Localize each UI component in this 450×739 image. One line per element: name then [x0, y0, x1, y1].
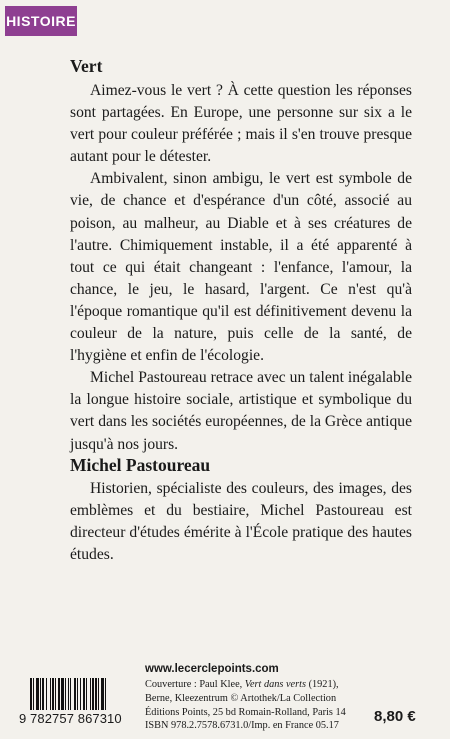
author-name: Michel Pastoureau [70, 455, 211, 475]
book-description [70, 80, 412, 456]
barcode-bar [98, 678, 99, 710]
barcode [30, 678, 134, 738]
barcode-bar [36, 678, 39, 710]
barcode-bar [65, 678, 66, 710]
barcode-bar [83, 678, 85, 710]
author-bio [70, 478, 412, 566]
publisher-website: www.lecerclepoints.com [145, 663, 279, 675]
barcode-bar [92, 678, 94, 710]
barcode-bar [90, 678, 91, 710]
credits-line: Éditions Points, 25 bd Romain-Rolland, Paris 14 [145, 706, 346, 718]
barcode-bar [77, 678, 78, 710]
barcode-bar [50, 678, 51, 710]
barcode-bar [61, 678, 64, 710]
barcode-bar [40, 678, 41, 710]
credits-line: Berne, Kleezentrum © Artothek/La Collection [145, 692, 337, 704]
barcode-bar [42, 678, 44, 710]
barcode-bar [101, 678, 104, 710]
barcode-digits: 9 782757 867310 [19, 711, 122, 726]
book-title: Vert [70, 56, 103, 76]
barcode-bar [52, 678, 54, 710]
description-paragraph: Ambivalent, sinon ambigu, le vert est symbole de vie, de chance et d'espérance d'un côté, associé au poison, au malheur, au Diable et à ses créatures de l'autre. Chimiquement instable, il a été apparenté à tout ce qui était changeant : l'enfance, l'amour, la chance, le jeu, le hasard, l'argent. Ce n'est qu'à l'époque romantique qu'il est définitivement devenu la couleur de la nature, puis celle de la santé, de l'hygiène et enfin de l'écologie. [70, 170, 412, 365]
barcode-bar [58, 678, 60, 710]
barcode-bar [33, 678, 34, 710]
description-paragraph: Aimez-vous le vert ? À cette question les réponses sont partagées. En Europe, une personne sur six a le vert pour couleur préférée ; mais il s'en trouve presque autant pour le détester. [70, 82, 412, 166]
category-tab [5, 6, 77, 36]
credits-line: ISBN 978.2.7578.6731.0/Imp. en France 05.17 [145, 720, 339, 732]
credits-block [145, 678, 360, 733]
description-paragraph: Michel Pastoureau retrace avec un talent inégalable la longue histoire sociale, artistique et symbolique du vert dans les sociétés européennes, de la Grèce antique jusqu'à nos jours. [70, 369, 412, 453]
barcode-bar [105, 678, 106, 710]
barcode-bar [95, 678, 97, 710]
category-label: HISTOIRE [6, 13, 76, 29]
barcode-bar [30, 678, 32, 710]
author-bio-paragraph: Historien, spécialiste des couleurs, des images, des emblèmes et du bestiaire, Michel Pastoureau est directeur d'études émérite à l'École pratique des hautes études. [70, 480, 412, 564]
barcode-bar [46, 678, 47, 710]
price: 8,80 € [374, 708, 416, 725]
barcode-bar [70, 678, 71, 710]
barcode-bar [86, 678, 87, 710]
barcode-bar [74, 678, 76, 710]
barcode-bar [80, 678, 81, 710]
barcode-bar [55, 678, 56, 710]
credits-line: Couverture : Paul Klee, Vert dans verts (1921), [145, 679, 339, 690]
barcode-bar [68, 678, 69, 710]
